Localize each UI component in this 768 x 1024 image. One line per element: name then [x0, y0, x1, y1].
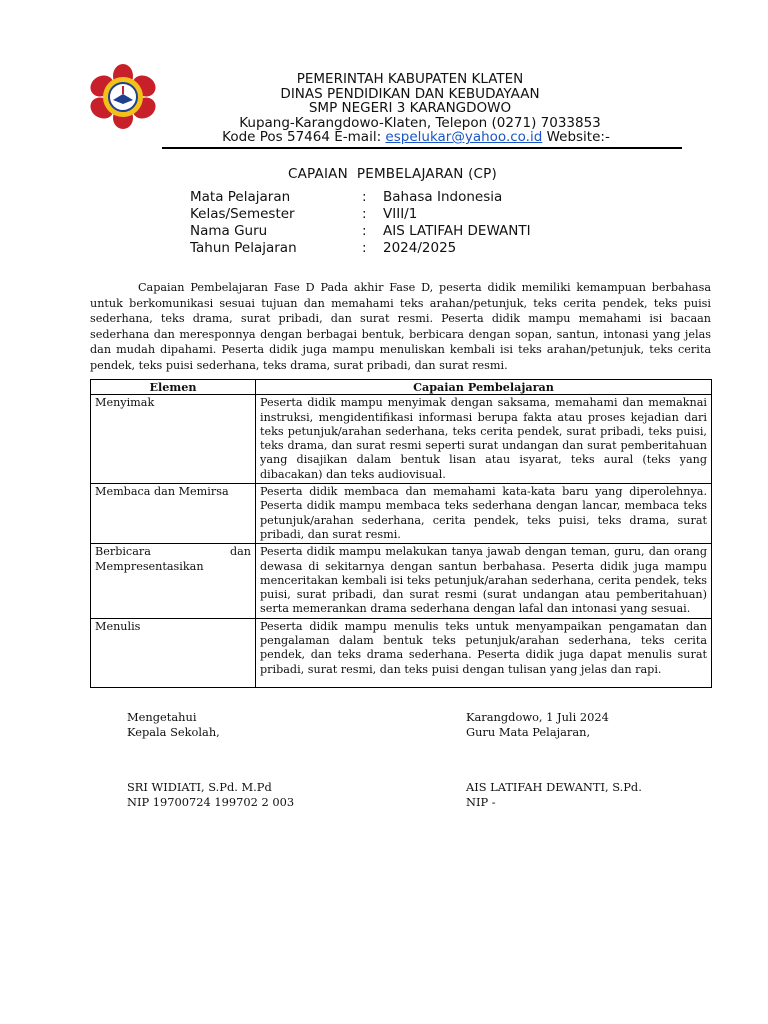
achievement-cell: Peserta didik mampu menulis teks untuk menyampaikan pengamatan dan pengalaman dalam bentuk teks petunjuk/arahan sederhana, teks cerita pendek, dan teks drama sederhana. Peserta didik juga dapat menulis surat pribadi, surat resmi, dan teks puisi dengan tulisan yang jelas dan rapi. — [256, 618, 712, 687]
info-value: 2024/2025 — [383, 240, 457, 256]
info-label: Tahun Pelajaran — [190, 240, 297, 256]
info-label: Nama Guru — [190, 223, 268, 239]
info-value: Bahasa Indonesia — [383, 189, 503, 205]
element-cell: Membaca dan Memirsa — [91, 484, 256, 544]
signature-left-role: Kepala Sekolah, — [127, 725, 220, 739]
achievement-table — [90, 379, 712, 688]
table-row — [91, 484, 712, 544]
info-value: VIII/1 — [383, 206, 418, 222]
header-line-1: PEMERINTAH KABUPATEN KLATEN — [296, 71, 524, 87]
header-divider — [162, 147, 682, 149]
element-word: Mempresentasikan — [95, 559, 204, 573]
info-colon: : — [362, 223, 367, 239]
table-header-row — [91, 380, 712, 395]
info-colon: : — [362, 189, 367, 205]
table-row — [91, 618, 712, 687]
element-word: dan — [229, 545, 251, 559]
header-line-2: DINAS PENDIDIKAN DAN KEBUDAYAAN — [280, 86, 540, 102]
signature-right-role: Guru Mata Pelajaran, — [466, 725, 591, 739]
info-colon: : — [362, 240, 367, 256]
achievement-cell: Peserta didik mampu menyimak dengan saksama, memahami dan memaknai instruksi, mengidentifikasi informasi berupa fakta atau proses kejadian dari teks petunjuk/arahan sederhana, teks cerita pendek, surat pribadi, teks puisi, teks drama, dan surat resmi seperti surat undangan dan surat pemberitahuan yang disajikan dalam bentuk lisan atau isyarat, teks aural (teks yang dibacakan) dan teks audiovisual. — [256, 395, 712, 484]
element-cell: Menyimak — [91, 395, 256, 484]
table-row — [91, 395, 712, 484]
column-header-achievement: Capaian Pembelajaran — [256, 380, 712, 395]
element-cell — [91, 544, 256, 618]
element-word: Berbicara — [95, 545, 151, 559]
postal-code: Kode Pos 57464 E-mail: — [222, 129, 386, 145]
info-colon: : — [362, 206, 367, 222]
document-title: CAPAIAN PEMBELAJARAN (CP) — [288, 166, 497, 182]
school-logo — [88, 64, 158, 130]
signature-right-nip: NIP - — [466, 795, 496, 809]
school-name: SMP NEGERI 3 KARANGDOWO — [308, 100, 512, 116]
info-value: AIS LATIFAH DEWANTI — [383, 223, 531, 239]
signature-right-name: AIS LATIFAH DEWANTI, S.Pd. — [466, 780, 642, 794]
email-link[interactable]: espelukar@yahoo.co.id — [385, 129, 543, 145]
table-row — [91, 544, 712, 618]
info-label: Mata Pelajaran — [190, 189, 291, 205]
signature-left-nip: NIP 19700724 199702 2 003 — [127, 795, 295, 809]
info-label: Kelas/Semester — [190, 206, 295, 222]
achievement-cell: Peserta didik membaca dan memahami kata-kata baru yang diperolehnya. Peserta didik mampu membaca teks sederhana dengan lancar, membaca teks petunjuk/arahan sederhana, cerita pendek, teks puisi, teks drama, surat pribadi, dan surat resmi. — [256, 484, 712, 544]
element-cell: Menulis — [91, 618, 256, 687]
school-address: Kupang-Karangdowo-Klaten, Telepon (0271) 7033853 — [239, 115, 601, 131]
website-label: Website:- — [542, 129, 610, 145]
school-contact — [156, 129, 676, 145]
column-header-element: Elemen — [91, 380, 256, 395]
achievement-cell: Peserta didik mampu melakukan tanya jawab dengan teman, guru, dan orang dewasa di sekitarnya dengan santun berbahasa. Peserta didik juga mampu menceritakan kembali isi teks petunjuk/arahan sederhana, cerita pendek, teks puisi, surat pribadi, dan surat resmi (surat undangan atau pemberitahuan) serta memerankan drama sederhana dengan lafal dan intonasi yang sesuai. — [256, 544, 712, 618]
signature-left-name: SRI WIDIATI, S.Pd. M.Pd — [127, 780, 272, 794]
intro-paragraph: Capaian Pembelajaran Fase D Pada akhir Fase D, peserta didik memiliki kemampuan berbahasa untuk berkomunikasi sesuai tujuan dan memahami teks arahan/petunjuk, teks cerita pendek, teks puisi sederhana, teks drama, surat pribadi, dan surat resmi. Peserta didik mampu memahami isi bacaan sederhana dan meresponnya dengan berbagai bentuk, berbicara dengan sopan, santun, intonasi yang jelas dan mudah dipahami. Peserta didik juga mampu menuliskan kembali isi teks arahan/petunjuk, teks cerita pendek, teks puisi sederhana, teks drama, surat pribadi, dan surat resmi. — [90, 281, 711, 372]
signature-right-date: Karangdowo, 1 Juli 2024 — [466, 710, 609, 724]
signature-left-label: Mengetahui — [127, 710, 197, 724]
